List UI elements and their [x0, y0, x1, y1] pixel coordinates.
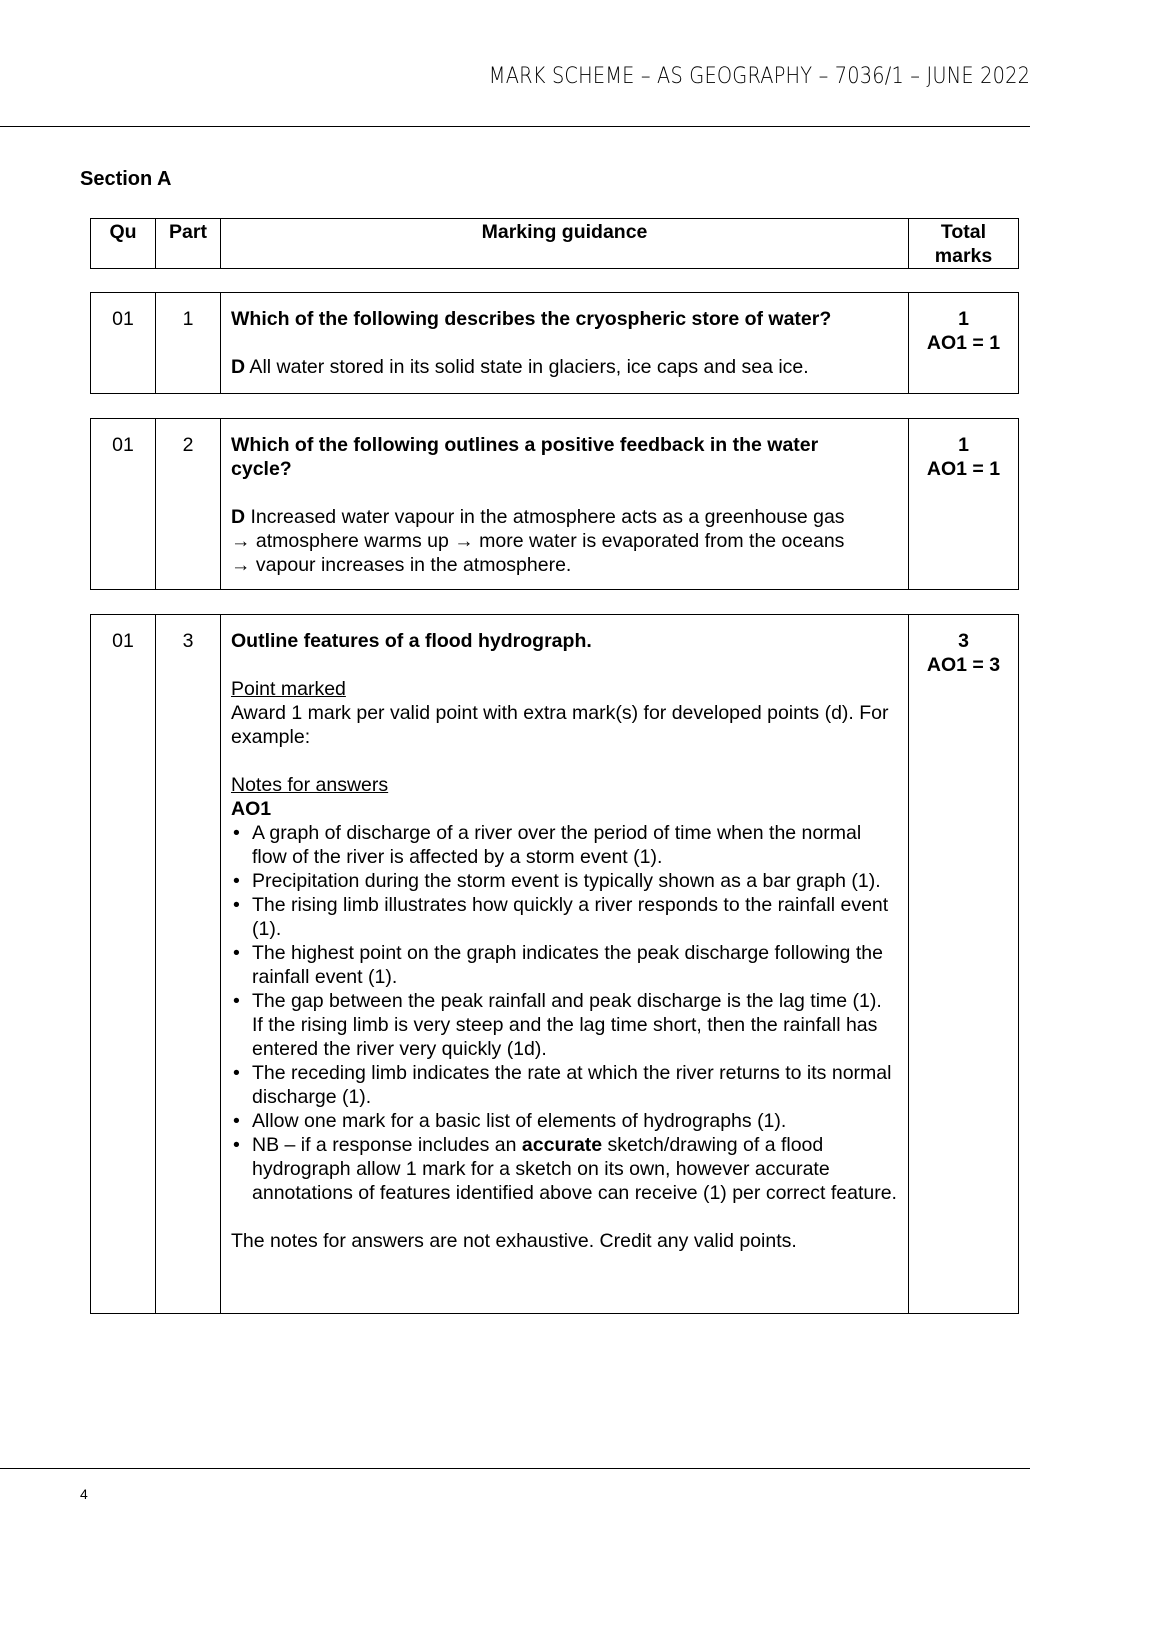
answer-text: Increased water vapour in the atmosphere acts as a greenhouse gas → atmosphere warms up → more water is evaporated from the oceans → vapour increases in the atmosphere.: [231, 506, 845, 576]
nb-after: sketch/drawing of a flood hydrograph allow 1 mark for a sketch on its own, however accurate annotations of features identified above can receive (1) per correct feature.: [252, 1134, 897, 1204]
list-item-nb: [252, 1133, 898, 1205]
guidance: [221, 293, 909, 394]
guidance: [221, 615, 909, 1314]
qu-number: 01: [91, 615, 156, 1314]
answer-letter: D: [231, 506, 246, 528]
col-qu: Qu: [91, 219, 156, 269]
col-guidance: Marking guidance: [221, 219, 909, 269]
total-marks: [909, 293, 1019, 394]
answer: [231, 505, 868, 577]
part-number: 3: [156, 615, 221, 1314]
marks: 1: [958, 434, 969, 456]
running-header: MARK SCHEME – AS GEOGRAPHY – 7036/1 – JUNE 2022: [488, 64, 1030, 89]
qu-number: 01: [91, 419, 156, 590]
answer-letter: D: [231, 356, 246, 378]
question-01-2: [90, 418, 1019, 590]
nb-bold: accurate: [521, 1134, 603, 1156]
point-marked-heading: Point marked: [231, 678, 346, 700]
section-title: Section A: [80, 168, 172, 190]
col-part: Part: [156, 219, 221, 269]
list-item: • The rising limb illustrates how quickly a river responds to the rainfall event (1).: [252, 893, 898, 941]
list-item: • Allow one mark for a basic list of elements of hydrographs (1).: [252, 1109, 898, 1133]
list-item: • The receding limb indicates the rate at which the river returns to its normal discharge (1).: [252, 1061, 898, 1109]
question-01-1: [90, 292, 1019, 394]
ao-marks: AO1 = 1: [926, 458, 1001, 480]
header-rule: [0, 126, 1030, 127]
page-number: 4: [80, 1486, 88, 1502]
answer-text: All water stored in its solid state in glaciers, ice caps and sea ice.: [245, 356, 809, 378]
nb-before: NB – if a response includes an: [252, 1134, 522, 1156]
question-text: Which of the following outlines a positive feedback in the water cycle?: [231, 434, 819, 480]
ao-heading: AO1: [231, 798, 272, 820]
question-text: Outline features of a flood hydrograph.: [231, 630, 592, 652]
marks: 1: [958, 308, 969, 330]
guidance: [221, 419, 909, 590]
marks: 3: [958, 630, 969, 652]
ao-marks: AO1 = 3: [926, 654, 1001, 676]
list-item: • A graph of discharge of a river over the period of time when the normal flow of the river is affected by a storm event (1).: [252, 821, 898, 869]
part-number: 1: [156, 293, 221, 394]
question-text: Which of the following describes the cryospheric store of water?: [231, 308, 832, 330]
closing-note: The notes for answers are not exhaustive. Credit any valid points.: [231, 1230, 797, 1252]
question-01-3: [90, 614, 1019, 1314]
col-total: [909, 219, 1019, 269]
notes-heading: Notes for answers: [231, 774, 389, 796]
col-total-1: Total: [940, 221, 987, 243]
list-item: • The highest point on the graph indicates the peak discharge following the rainfall event (1).: [252, 941, 898, 989]
total-marks: [909, 419, 1019, 590]
col-total-2: marks: [934, 245, 993, 267]
ao-marks: AO1 = 1: [926, 332, 1001, 354]
list-item: • Precipitation during the storm event is typically shown as a bar graph (1).: [252, 869, 898, 893]
total-marks: [909, 615, 1019, 1314]
footer-rule: [0, 1468, 1030, 1469]
answer: [231, 355, 898, 379]
qu-number: 01: [91, 293, 156, 394]
part-number: 2: [156, 419, 221, 590]
award-text: Award 1 mark per valid point with extra mark(s) for developed points (d). For example:: [231, 702, 889, 748]
column-header-table: [90, 218, 1019, 269]
list-item: • The gap between the peak rainfall and peak discharge is the lag time (1). If the rising limb is very steep and the lag time short, then the rainfall has entered the river very quickly (1d).: [252, 989, 898, 1061]
notes-list: [231, 821, 898, 1205]
